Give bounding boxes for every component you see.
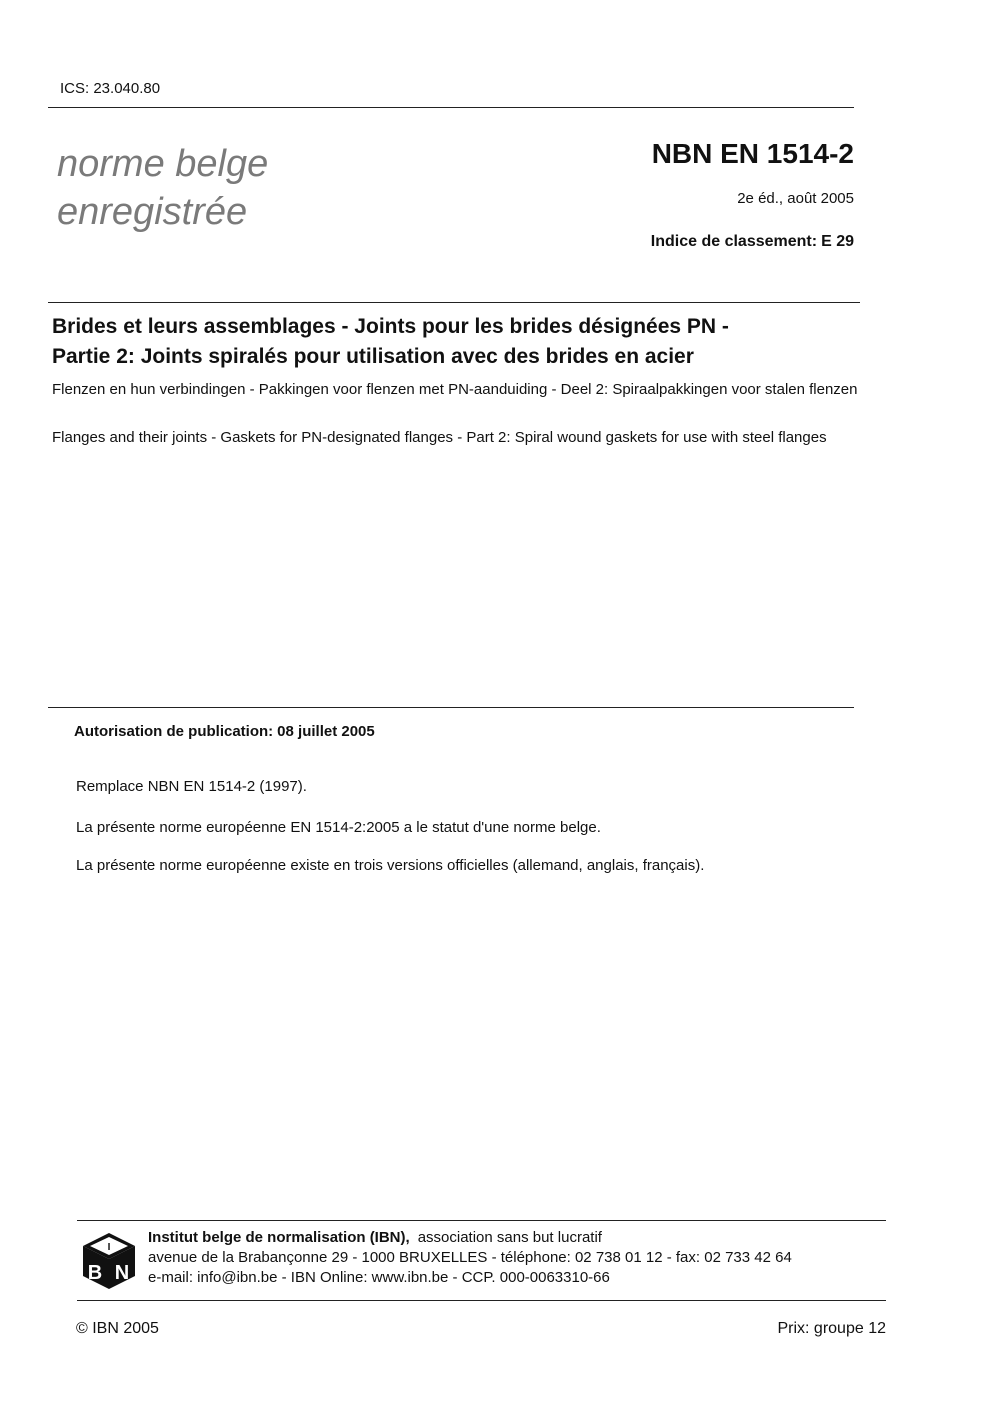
institute-contact: e-mail: info@ibn.be - IBN Online: www.ibn.be - CCP. 000-0063310-66 (148, 1269, 610, 1286)
authorisation-label: Autorisation de publication: (74, 723, 274, 740)
replaces-note: Remplace NBN EN 1514-2 (1997). (76, 778, 307, 795)
norme-belge-heading (57, 140, 268, 236)
footer-institute-info (148, 1228, 792, 1288)
institute-type: association sans but lucratif (417, 1229, 602, 1246)
divider-footer-bottom (77, 1300, 886, 1301)
ics-code: ICS: 23.040.80 (60, 80, 161, 97)
classement-index (651, 233, 854, 251)
norme-belge-line-2: enregistrée (57, 191, 248, 233)
norme-belge-line-1: norme belge (57, 143, 269, 185)
edition-date: 2e éd., août 2005 (737, 190, 854, 207)
ibn-logo-icon (80, 1231, 138, 1291)
title-dutch: Flenzen en hun verbindingen - Pakkingen voor flenzen met PN-aanduiding - Deel 2: Spiraalpakkingen voor stalen flenzen (52, 381, 858, 398)
copyright: © IBN 2005 (76, 1320, 159, 1337)
institute-name: Institut belge de normalisation (IBN), (148, 1229, 410, 1246)
publication-authorisation (74, 723, 375, 740)
versions-note: La présente norme européenne existe en trois versions officielles (allemand, anglais, français). (76, 857, 705, 874)
status-note: La présente norme européenne EN 1514-2:2005 a le statut d'une norme belge. (76, 819, 601, 836)
classement-label: Indice de classement: (650, 233, 818, 250)
divider-top (48, 107, 854, 108)
divider-footer-top (77, 1220, 886, 1221)
price-group: Prix: groupe 12 (777, 1320, 886, 1337)
title-english: Flanges and their joints - Gaskets for PN-designated flanges - Part 2: Spiral wound gaskets for use with steel flanges (52, 429, 827, 446)
institute-line (148, 1228, 792, 1248)
svg-text:N: N (114, 1262, 130, 1284)
svg-text:B: B (87, 1262, 103, 1284)
authorisation-date: 08 juillet 2005 (277, 723, 375, 740)
divider-authorisation (48, 707, 854, 708)
title-french-line-2: Partie 2: Joints spiralés pour utilisation avec des brides en acier (52, 345, 694, 368)
standard-number: NBN EN 1514-2 (651, 138, 854, 169)
divider-title (48, 302, 860, 303)
title-french (52, 312, 852, 372)
classement-value: E 29 (821, 233, 854, 250)
svg-text:I: I (107, 1242, 111, 1253)
institute-address: avenue de la Brabançonne 29 - 1000 BRUXELLES - téléphone: 02 738 01 12 - fax: 02 733 42 64 (148, 1249, 792, 1266)
title-french-line-1: Brides et leurs assemblages - Joints pour les brides désignées PN - (52, 315, 729, 338)
